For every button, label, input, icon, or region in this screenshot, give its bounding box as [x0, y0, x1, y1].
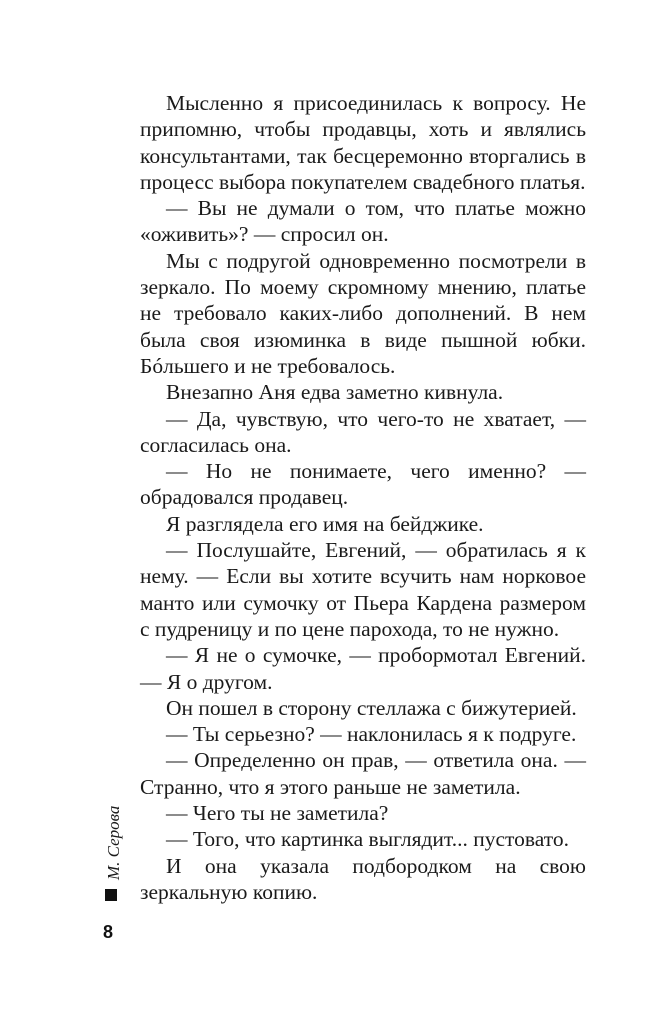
paragraph-7: Я разглядела его имя на бейджике. [166, 511, 484, 536]
body-text [140, 90, 586, 905]
paragraph-2: — Вы не думали о том, что платье можно «оживить»? — спросил он. [140, 196, 586, 247]
paragraph-15: И она указала подбородком на свою зеркальную копию. [140, 853, 586, 904]
paragraph-1: Мысленно я присоединилась к вопросу. Не припомню, чтобы продавцы, хоть и являлись консультантами, так бесцеремонно вторгались в процесс выбора покупателем свадебного платья. [140, 91, 586, 194]
paragraph-9: — Я не о сумочке, — пробормотал Евгений. — Я о другом. [140, 643, 586, 694]
square-marker-icon [105, 889, 117, 901]
paragraph-12: — Определенно он прав, — ответила она. — Странно, что я этого раньше не заметила. [140, 748, 586, 799]
paragraph-8: — Послушайте, Евгений, — обратилась я к нему. — Если вы хотите всучить нам норковое манто или сумочку от Пьера Кардена размером с пудреницу и по цене парохода, то не нужно. [140, 538, 586, 641]
page-number: 8 [103, 922, 114, 942]
paragraph-13: — Чего ты не заметила? [166, 801, 389, 826]
paragraph-6: — Но не понимаете, чего именно? — обрадовался продавец. [140, 459, 586, 510]
running-head-author: М. Серова [104, 805, 123, 880]
paragraph-5: — Да, чувствую, что чего-то не хватает, — согласилась она. [140, 406, 586, 457]
paragraph-4: Внезапно Аня едва заметно кивнула. [166, 380, 504, 405]
paragraph-10: Он пошел в сторону стеллажа с бижутерией. [166, 695, 577, 720]
paragraph-14: — Того, что картинка выглядит... пустовато. [166, 827, 569, 852]
paragraph-3: Мы с подругой одновременно посмотрели в зеркало. По моему скромному мнению, платье не требовало каких-либо дополнений. В нем была своя изюминка в виде пышной юбки. Бóльшего и не требовалось. [140, 248, 586, 378]
paragraph-11: — Ты серьезно? — наклонилась я к подруге. [166, 722, 577, 747]
